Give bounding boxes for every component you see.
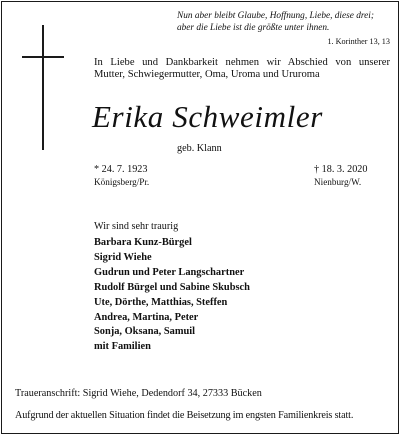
birth-place: Königsberg/Pr. bbox=[94, 177, 150, 187]
maiden-name: geb. Klann bbox=[177, 143, 222, 154]
bible-verse bbox=[177, 10, 374, 34]
farewell-intro-line-2: Mutter, Schwiegermutter, Oma, Uroma und Ururoma bbox=[94, 69, 320, 81]
death-place: Nienburg/W. bbox=[314, 177, 362, 187]
cross-vertical-bar bbox=[42, 25, 44, 150]
mourning-intro: Wir sind sehr traurig bbox=[94, 221, 179, 232]
mourning-address: Traueranschrift: Sigrid Wiehe, Dedendorf 34, 27333 Bücken bbox=[15, 388, 262, 399]
mourners-list bbox=[94, 236, 250, 355]
death-date: † 18. 3. 2020 bbox=[314, 164, 368, 175]
mourner-entry: Ute, Dörthe, Matthias, Steffen bbox=[94, 296, 228, 308]
mourner-entry: Gudrun und Peter Langschartner bbox=[94, 266, 245, 278]
mourner-entry: Barbara Kunz-Bürgel bbox=[94, 237, 192, 248]
mourner-entry: Rudolf Bürgel und Sabine Skubsch bbox=[94, 281, 250, 293]
birth-date: * 24. 7. 1923 bbox=[94, 164, 148, 175]
obituary-notice bbox=[1, 1, 399, 434]
bible-verse-line-1: Nun aber bleibt Glaube, Hoffnung, Liebe, diese drei; bbox=[177, 11, 374, 21]
mourner-entry: Sonja, Oksana, Samuil bbox=[94, 326, 196, 338]
mourner-entry: Sigrid Wiehe bbox=[94, 251, 152, 263]
cross-horizontal-bar bbox=[22, 56, 64, 58]
mourner-entry: mit Familien bbox=[94, 341, 151, 353]
farewell-intro bbox=[94, 57, 390, 82]
bible-verse-line-2: aber die Liebe ist die größte unter ihnen. bbox=[177, 23, 330, 33]
deceased-name: Erika Schweimler bbox=[92, 99, 323, 134]
farewell-intro-line-1: In Liebe und Dankbarkeit nehmen wir Abschied von unserer bbox=[94, 57, 390, 68]
mourner-entry: Andrea, Martina, Peter bbox=[94, 311, 199, 323]
bible-reference: 1. Korinther 13, 13 bbox=[327, 37, 390, 46]
burial-note: Aufgrund der aktuellen Situation findet die Beisetzung im engsten Familienkreis statt. bbox=[15, 410, 354, 421]
